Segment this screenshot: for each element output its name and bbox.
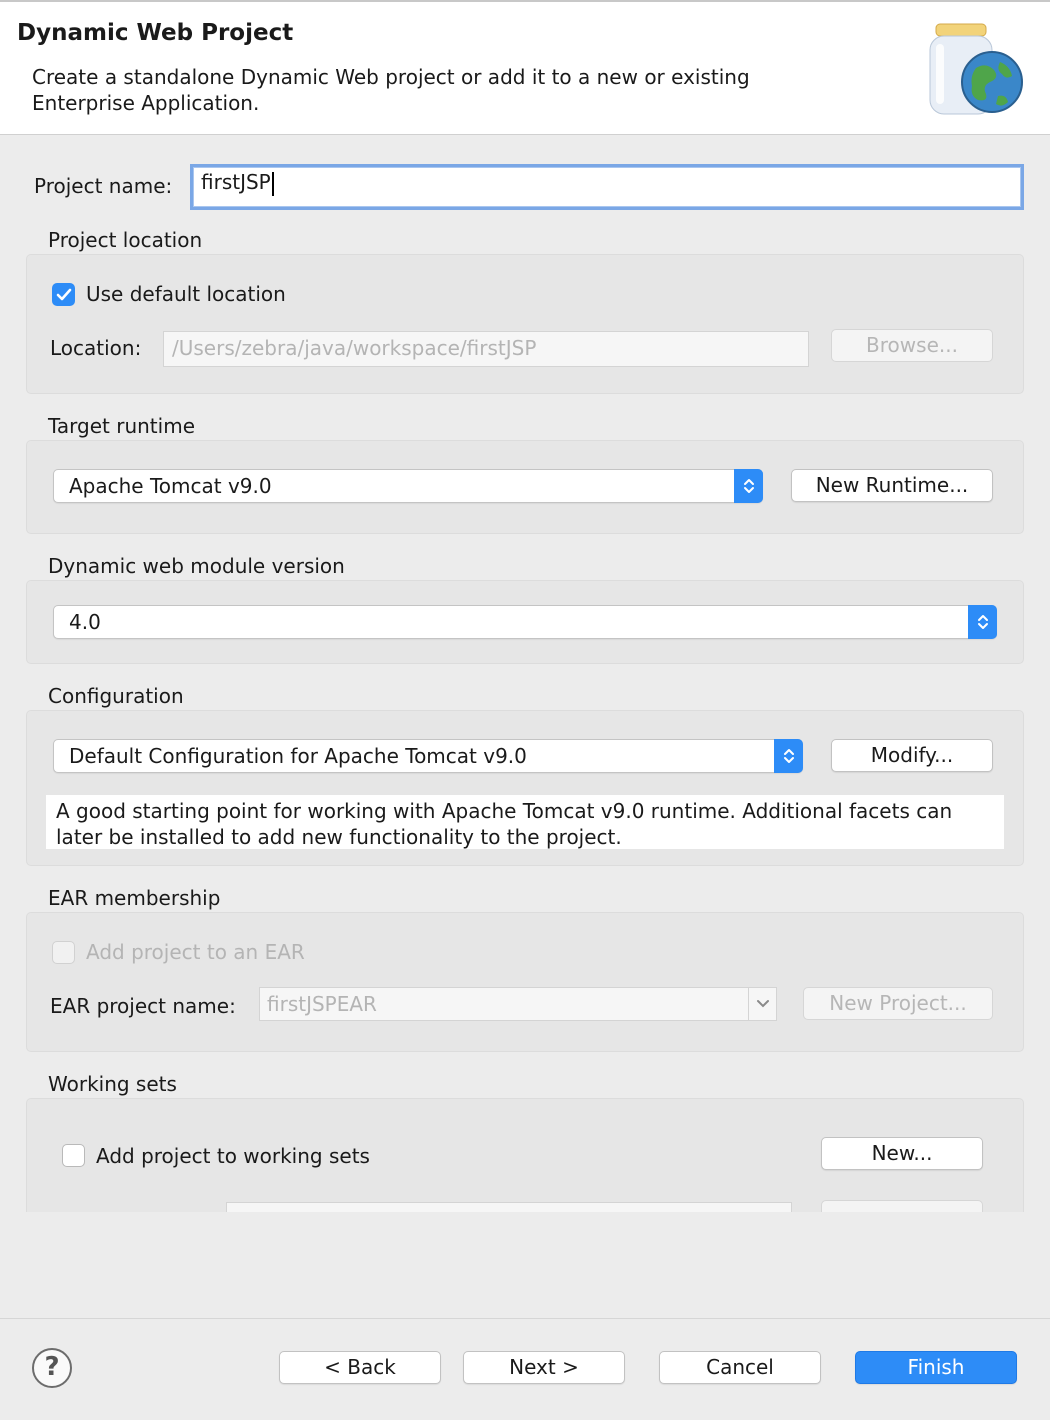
- module-version-select[interactable]: [53, 605, 997, 639]
- modify-button[interactable]: Modify...: [831, 739, 993, 772]
- ear-membership-heading: EAR membership: [48, 886, 221, 910]
- web-project-jar-globe-icon: [918, 18, 1028, 122]
- project-location-heading: Project location: [48, 228, 203, 252]
- add-to-working-sets-label: Add project to working sets: [96, 1144, 370, 1168]
- finish-button[interactable]: Finish: [855, 1351, 1017, 1384]
- configuration-select[interactable]: [53, 739, 803, 773]
- next-button[interactable]: Next >: [463, 1351, 625, 1384]
- configuration-heading: Configuration: [48, 684, 184, 708]
- use-default-location-label: Use default location: [86, 282, 286, 306]
- new-working-set-button[interactable]: New...: [821, 1137, 983, 1170]
- module-version-value: 4.0: [69, 610, 101, 634]
- location-label: Location:: [50, 336, 142, 360]
- checkmark-icon: [56, 288, 72, 302]
- add-to-ear-checkbox[interactable]: [52, 941, 75, 964]
- new-ear-project-button[interactable]: New Project...: [803, 987, 993, 1020]
- add-to-working-sets-checkbox[interactable]: [62, 1144, 85, 1167]
- wizard-title: Dynamic Web Project: [17, 20, 294, 46]
- project-location-group: [26, 254, 1024, 394]
- wizard-description: Create a standalone Dynamic Web project or add it to a new or existing Enterprise Application.: [32, 65, 750, 115]
- location-input[interactable]: /Users/zebra/java/workspace/firstJSP: [163, 331, 809, 367]
- select-stepper-icon: [968, 605, 997, 639]
- configuration-value: Default Configuration for Apache Tomcat v9.0: [69, 744, 527, 768]
- project-name-label: Project name:: [34, 174, 173, 198]
- add-to-ear-label: Add project to an EAR: [86, 940, 305, 964]
- target-runtime-select[interactable]: [53, 469, 763, 503]
- chevron-down-icon: [748, 988, 776, 1020]
- configuration-description: A good starting point for working with Apache Tomcat v9.0 runtime. Additional facets can later be installed to add new functionality to the project.: [46, 795, 1004, 849]
- scroll-clip-area: [0, 1212, 1050, 1318]
- help-icon[interactable]: ?: [32, 1348, 72, 1388]
- text-caret: [272, 172, 274, 196]
- browse-button[interactable]: Browse...: [831, 329, 993, 362]
- target-runtime-value: Apache Tomcat v9.0: [69, 474, 272, 498]
- select-stepper-icon: [774, 739, 803, 773]
- module-version-heading: Dynamic web module version: [48, 554, 345, 578]
- ear-project-name-label: EAR project name:: [50, 994, 236, 1018]
- back-button[interactable]: < Back: [279, 1351, 441, 1384]
- target-runtime-heading: Target runtime: [48, 414, 195, 438]
- ear-project-name-combo[interactable]: [259, 987, 777, 1021]
- footer-divider: [0, 1318, 1050, 1319]
- use-default-location-checkbox[interactable]: [52, 283, 75, 306]
- project-name-input[interactable]: [190, 164, 1024, 210]
- wizard-header: [0, 0, 1050, 135]
- new-runtime-button[interactable]: New Runtime...: [791, 469, 993, 502]
- select-stepper-icon: [734, 469, 763, 503]
- ear-membership-group: [26, 912, 1024, 1052]
- ear-project-name-value: firstJSPEAR: [267, 992, 377, 1016]
- working-sets-heading: Working sets: [48, 1072, 177, 1096]
- cancel-button[interactable]: Cancel: [659, 1351, 821, 1384]
- project-name-value: firstJSP: [201, 170, 271, 194]
